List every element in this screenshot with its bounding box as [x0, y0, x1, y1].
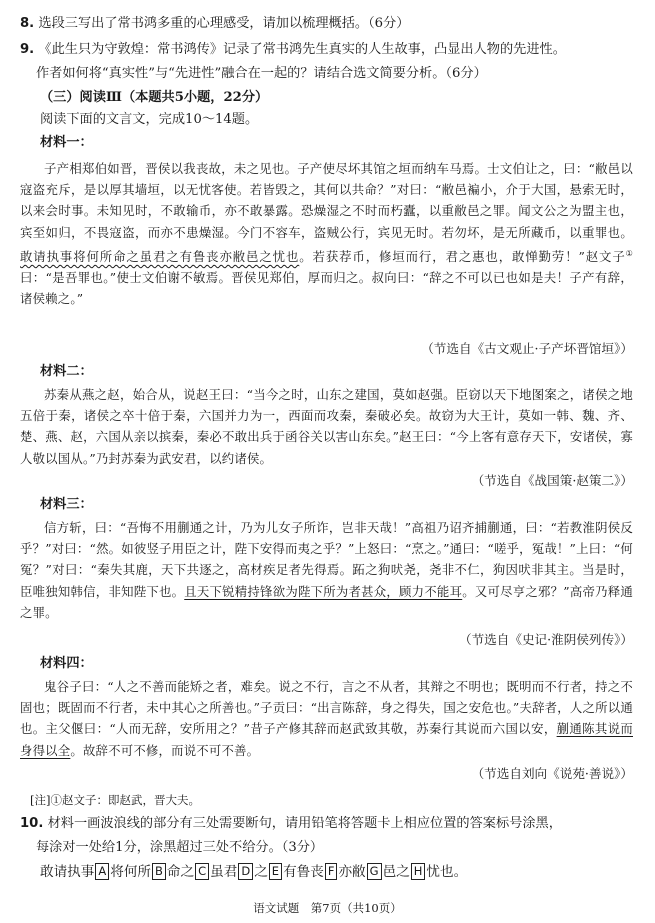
segment: 虽君 [210, 864, 238, 880]
material-2-source: （节选自《战国策·赵策二》） [471, 473, 633, 488]
material-1-part3: 曰：“是吾罪也。”使士文伯谢不敏焉。晋侯见郑伯，厚而归之。叔向曰：“辞之不可以已也如是夫！子产有辞，诸侯赖之。” [20, 270, 633, 307]
question-text-line1: 《此生只为守敦煌：常书鸿传》记录了常书鸿先生真实的人生故事，凸显出人物的先进性。 [38, 42, 566, 57]
option-box-c[interactable]: C [195, 863, 209, 880]
question-8 [20, 12, 637, 36]
page-footer: 语文试题 第7页（共10页） [253, 901, 402, 915]
question-text: 选段三写出了常书鸿多重的心理感受，请加以梳理概括。（6分） [38, 16, 410, 31]
segment: 命之 [166, 864, 195, 880]
section-intro: 阅读下面的文言文，完成10～14题。 [40, 112, 259, 127]
material-4-text [20, 676, 633, 761]
material-1-source: （节选自《古文观止·子产坏晋馆垣》） [421, 341, 633, 356]
question-number: 9. [20, 42, 35, 57]
material-3-part2: 。又可尽亨之邪？”高帝乃释通之罪。 [20, 583, 633, 620]
wavy-underlined-passage: 敢请执事将何所命之虽君之有鲁丧亦敝邑之忧也 [20, 248, 300, 264]
segment: 有鲁丧 [283, 864, 324, 880]
material-4-part1: 鬼谷子曰：“人之不善而能矫之者，难矣。说之不行，言之不从者，其辩之不明也；既明而不行者，持之不固也；既固而不行者，未中其心之所善也。”子贡曰：“出言陈辞，身之得失，国之安危也。”夫辞者，人之所以通也。主父偃曰：“人而无辞，安所用之？”昔子产修其辞而赵武致其敬，苏秦行其说而六国以安， [20, 679, 633, 737]
option-box-f[interactable]: F [325, 863, 338, 880]
footnote: [注]①赵文子：即赵武，晋大夫。 [30, 793, 200, 807]
material-4-source: （节选自刘向《说苑·善说》） [471, 766, 633, 781]
material-1-part1: 子产相郑伯如晋，晋侯以我丧故，未之见也。子产使尽坏其馆之垣而纳车马焉。士文伯让之，曰：“敝邑以寇盗充斥，是以厚其墙垣，以无忧客使。若皆毁之，其何以共命？”对曰：“敝邑褊小，介于大国，悬索无时，以来会时事。未知见时，不敢输币，亦不敢暴露。恐燥湿之不时而朽蠹，以重敝邑之罪。闻文公之为盟主也，宾至如归，不畏寇盗，而亦不患燥湿。今门不容车，盗贼公行，宾见无时。若勿坏，是无所藏币，以重罪也。 [20, 161, 633, 240]
underlined-passage: 蒯通陈其说而身得以全 [20, 721, 633, 758]
option-box-g[interactable]: G [367, 863, 382, 880]
material-2-heading: 材料二： [40, 364, 93, 379]
segment: 将何所 [110, 864, 152, 880]
material-4-heading: 材料四： [40, 656, 93, 671]
sentence-break-options [40, 860, 467, 884]
option-box-b[interactable]: B [152, 863, 166, 880]
option-box-a[interactable]: A [95, 863, 109, 880]
question-10 [20, 812, 637, 860]
underlined-passage: 且天下锐精持锋欲为陛下所为者甚众，顾力不能耳 [184, 583, 463, 599]
segment: 敢请执事 [40, 864, 95, 880]
material-1-part2: 。若获荐币，修垣而行，君之惠也，敢惮勤劳！”赵文子 [299, 248, 626, 264]
material-4-part2: 。故辞不可不修，而说不可不善。 [70, 742, 260, 758]
material-3-heading: 材料三： [40, 497, 93, 512]
option-box-h[interactable]: H [411, 863, 426, 880]
segment: 之 [254, 864, 268, 880]
question-text-line2: 作者如何将“真实性”与“先进性”融合在一起的？请结合选文简要分析。（6分） [36, 66, 487, 81]
material-3-text [20, 517, 633, 623]
question-text-line2: 每涂对一处给1分，涂黑超过三处不给分。（3分） [36, 840, 324, 855]
material-1-text [20, 158, 633, 310]
segment: 忧也。 [426, 864, 468, 880]
material-3-source: （节选自《史记·淮阴侯列传》） [458, 632, 633, 647]
section-heading: （三）阅读Ⅲ（本题共5小题，22分） [40, 90, 269, 105]
option-box-e[interactable]: E [269, 863, 282, 880]
material-1-heading: 材料一： [40, 135, 93, 150]
question-number: 10. [20, 816, 44, 831]
question-text-line1: 材料一画波浪线的部分有三处需要断句，请用铅笔将答题卡上相应位置的答案标号涂黑， [47, 816, 562, 831]
material-3-part1: 信方斩，曰：“吾悔不用蒯通之计，乃为儿女子所诈，岂非天哉！”高祖乃诏齐捕蒯通，曰：“若教淮阴侯反乎？”对曰：“然。如彼竖子用臣之计，陛下安得而夷之乎？”上怒曰：“烹之。”通曰：“嗟乎，冤哉！”上曰：“何冤？”对曰：“秦失其鹿，天下共逐之，高材疾足者先得焉。跖之狗吠尧，尧非不仁，狗因吠非其主。当是时，臣唯独知韩信，非知陛下也。 [20, 520, 633, 599]
question-9 [20, 38, 637, 86]
footnote-marker: ① [625, 248, 633, 258]
segment: 邑之 [382, 864, 410, 880]
question-number: 8. [20, 16, 35, 31]
material-2-text: 苏秦从燕之赵，始合从，说赵王曰：“当今之时，山东之建国，莫如赵强。臣窃以天下地图案之，诸侯之地五倍于秦，诸侯之卒十倍于秦，六国并力为一，西面而攻秦，秦破必矣。故窃为大王计，莫如一韩、魏、齐、楚、燕、赵，六国从亲以摈秦，秦必不敢出兵于函谷关以害山东矣。”赵王曰：“今上客有意存天下，安诸侯，寡人敬以国从。”乃封苏秦为武安君，以约诸侯。 [20, 387, 633, 466]
segment: 亦敝 [338, 864, 366, 880]
option-box-d[interactable]: D [238, 863, 253, 880]
